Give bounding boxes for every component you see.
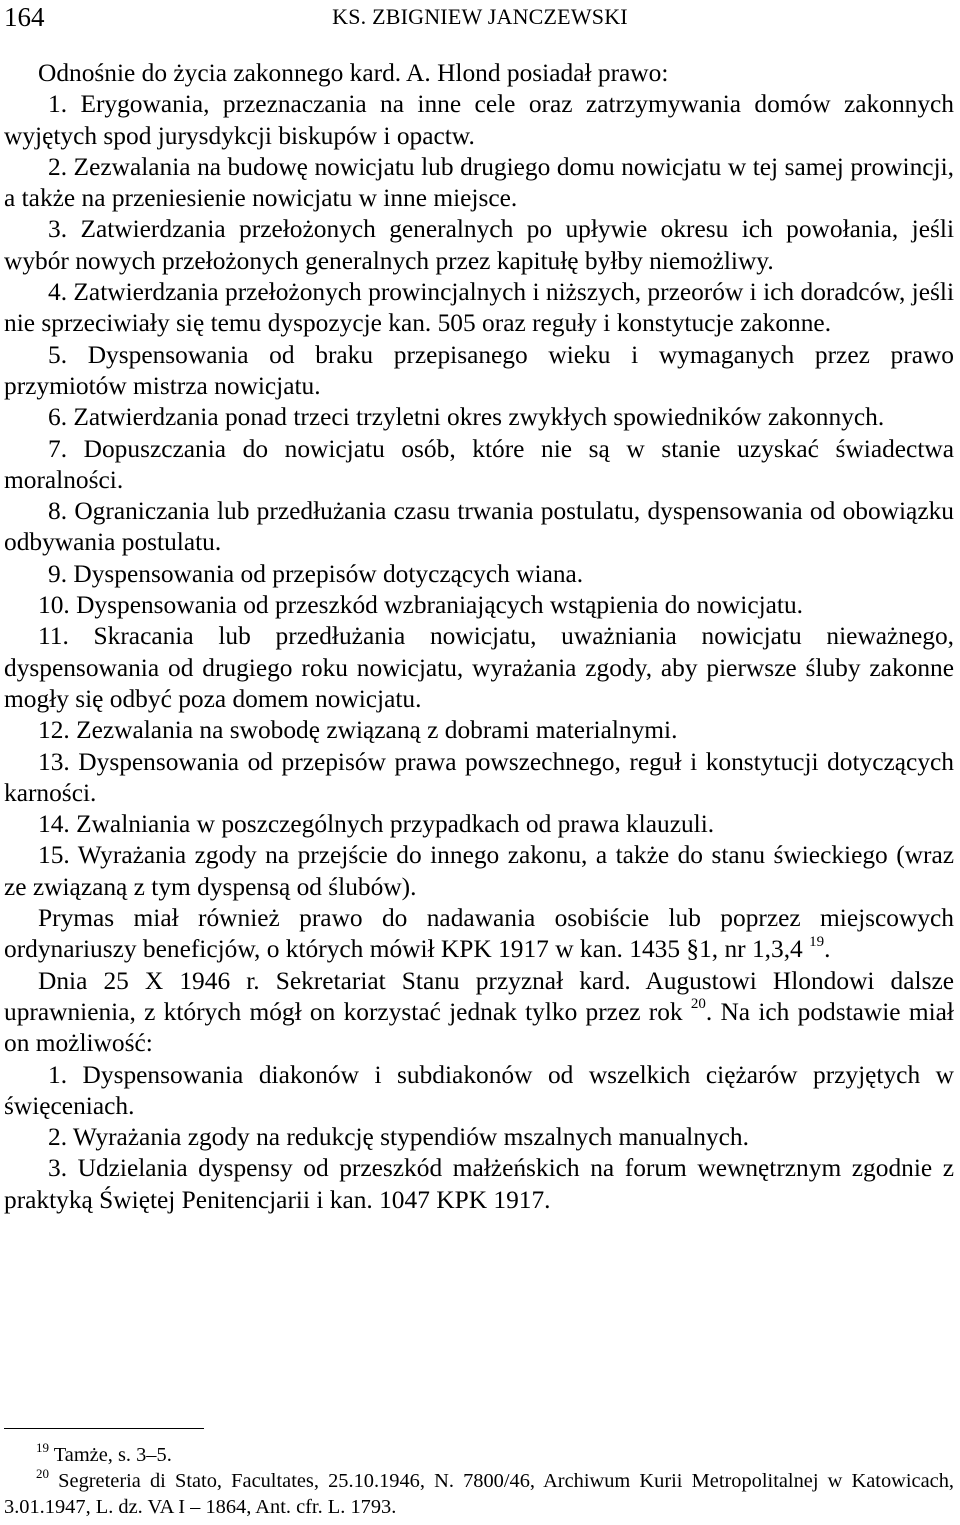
list-item: 3. Udzielania dyspensy od przeszkód małżeńskich na forum wewnętrznym zgodnie z praktyką Świętej Penitencjarii i kan. 1047 KPK 1917. bbox=[4, 1154, 954, 1214]
footnote-rule bbox=[4, 1428, 204, 1429]
page-header bbox=[0, 0, 960, 36]
paragraph-text: Dnia 25 X 1946 r. Sekretariat Stanu przyznał kard. Augustowi Hlondowi dalsze uprawnienia, z których mógł on korzystać jednak tylko przez rok bbox=[4, 966, 954, 1026]
list-item: 8. Ograniczania lub przedłużania czasu trwania postulatu, dyspensowania od obowiązku odbywania postulatu. bbox=[4, 497, 954, 557]
footnote-text: Segreteria di Stato, Facultates, 25.10.1946, N. 7800/46, Archiwum Kurii Metropolitalnej w Katowicach, 3.01.1947, L. dz. VA I – 1864, Ant. cfr. L. 1793. bbox=[4, 1470, 954, 1518]
list-item: 15. Wyrażania zgody na przejście do innego zakonu, a także do stanu świeckiego (wraz ze związaną z tym dyspensą od ślubów). bbox=[4, 841, 954, 901]
footnote-text: Tamże, s. 3–5. bbox=[53, 1444, 172, 1466]
paragraph-end: . bbox=[824, 935, 831, 964]
list-item: 12. Zezwalania na swobodę związaną z dobrami materialnymi. bbox=[38, 716, 678, 745]
footnote-ref[interactable]: 20 bbox=[690, 996, 706, 1013]
list-item: 5. Dyspensowania od braku przepisanego wieku i wymaganych przez prawo przymiotów mistrza nowicjatu. bbox=[4, 340, 954, 400]
footnote-number: 19 bbox=[36, 1440, 49, 1456]
footnote-ref[interactable]: 19 bbox=[809, 933, 825, 950]
body-text bbox=[4, 58, 954, 1216]
list-item: 10. Dyspensowania od przeszkód wzbraniających wstąpienia do nowicjatu. bbox=[38, 591, 804, 620]
footnote bbox=[4, 1442, 954, 1468]
list-item: 1. Erygowania, przeznaczania na inne cele oraz zatrzymywania domów zakonnych wyjętych spod jurysdykcji biskupów i opactw. bbox=[4, 90, 954, 150]
footnote-number: 20 bbox=[36, 1466, 49, 1482]
list-item: 4. Zatwierdzania przełożonych prowincjalnych i niższych, przeorów i ich doradców, jeśli nie sprzeciwiały się temu dyspozycje kan. 505 oraz reguły i konstytucje zakonne. bbox=[4, 278, 954, 338]
list-item: 6. Zatwierdzania ponad trzeci trzyletni okres zwykłych spowiedników zakonnych. bbox=[48, 403, 885, 432]
list-item: 14. Zwalniania w poszczególnych przypadkach od prawa klauzuli. bbox=[38, 810, 715, 839]
list-item: 13. Dyspensowania od przepisów prawa powszechnego, reguł i konstytucji dotyczących karności. bbox=[4, 747, 954, 807]
list-item: 2. Wyrażania zgody na redukcję stypendiów mszalnych manualnych. bbox=[48, 1123, 749, 1152]
list-item: 2. Zezwalania na budowę nowicjatu lub drugiego domu nowicjatu w tej samej prowincji, a także na przeniesienie nowicjatu w inne miejsce. bbox=[4, 152, 954, 213]
paragraph-dnia bbox=[4, 966, 954, 1060]
list-item: 3. Zatwierdzania przełożonych generalnych po upływie okresu ich powołania, jeśli wybór nowych przełożonych generalnych przez kapitułę byłby niemożliwy. bbox=[4, 215, 954, 275]
paragraph-text: Prymas miał również prawo do nadawania osobiście lub poprzez miejscowych ordynariuszy beneficjów, o których mówił KPK 1917 w kan. 1435 §1, nr 1,3,4 bbox=[4, 904, 954, 964]
running-head: KS. ZBIGNIEW JANCZEWSKI bbox=[332, 4, 628, 29]
list-item: 9. Dyspensowania od przepisów dotyczących wiana. bbox=[48, 559, 584, 588]
footnote bbox=[4, 1468, 954, 1520]
paragraph-end: . Na ich podstawie miał on możliwość: bbox=[4, 997, 954, 1058]
list-item: 1. Dyspensowania diakonów i subdiakonów od wszelkich ciężarów przyjętych w święceniach. bbox=[4, 1060, 954, 1120]
page-number: 164 bbox=[4, 2, 45, 32]
intro-paragraph: Odnośnie do życia zakonnego kard. A. Hlond posiadał prawo: bbox=[38, 59, 669, 87]
footnotes bbox=[4, 1442, 954, 1520]
paragraph-prymas bbox=[4, 903, 954, 966]
list-item: 11. Skracania lub przedłużania nowicjatu, uważniania nowicjatu nieważnego, dyspensowania od drugiego roku nowicjatu, wyrażania zgody, aby pierwsze śluby zakonne mogły się odbyć poza domem nowicjatu. bbox=[4, 622, 954, 713]
list-item: 7. Dopuszczania do nowicjatu osób, które nie są w stanie uzyskać świadectwa moralności. bbox=[4, 434, 954, 494]
